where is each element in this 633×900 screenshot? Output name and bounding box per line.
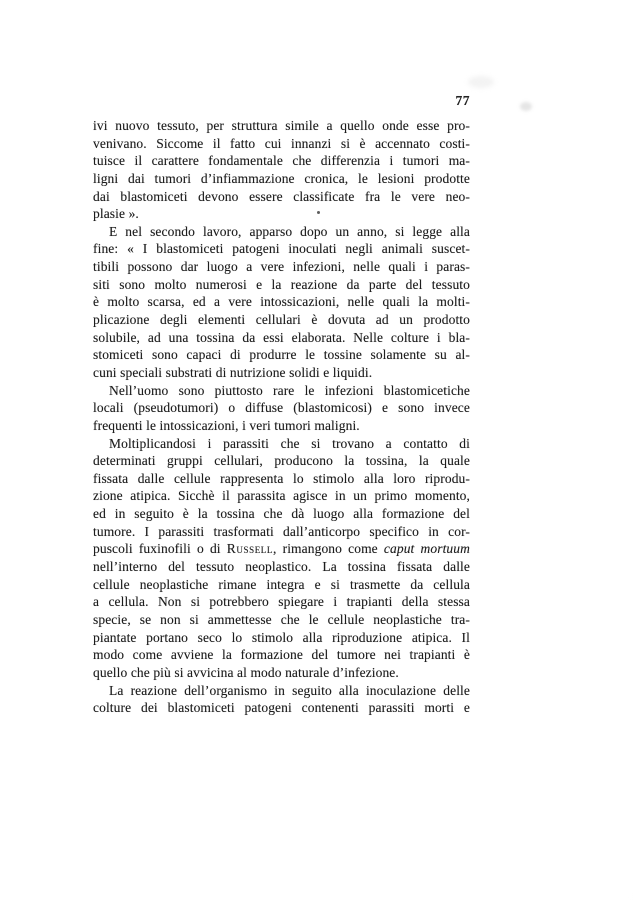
italic-text: caput mortuum [383, 541, 470, 557]
smallcaps-text: Russell [226, 541, 273, 557]
text-block [93, 117, 470, 717]
text-line: modo come avviene la formazione del tumore nei trapianti è [93, 647, 470, 663]
text-line: tuisce il carattere fondamentale che differenzia i tumori ma- [93, 153, 470, 169]
text-line: è molto scarsa, ed a vere intossicazioni, nelle quali la molti- [93, 294, 470, 310]
text-line: Nell’uomo sono piuttosto rare le infezioni blastomicetiche [109, 382, 470, 398]
text-line: Moltiplicandosi i parassiti che si trovano a contatto di [109, 435, 470, 451]
text-segment: puscoli fuxinofili o di [93, 541, 227, 557]
text-line: solubile, ad una tossina da essi elaborata. Nelle colture i bla- [93, 329, 470, 345]
text-line: stomiceti sono capaci di produrre le tossine solamente su al- [93, 347, 470, 363]
page-number: 77 [455, 93, 470, 108]
text-line: cuni speciali substrati di nutrizione solidi e liquidi. [93, 364, 373, 380]
text-line: quello che più si avvicina al modo naturale d’infezione. [93, 664, 399, 680]
text-line: tumore. I parassiti trasformati dall’anticorpo specifico in cor- [93, 523, 470, 539]
text-line: ligni dai tumori d’infiammazione cronica, le lesioni prodotte [93, 170, 470, 186]
text-line: ed in seguito è la tossina che dà luogo alla formazione del [93, 506, 470, 522]
text-line: piantate portano seco lo stimolo alla riproduzione atipica. Il [93, 629, 470, 645]
text-line: ivi nuovo tessuto, per struttura simile a quello onde esse pro- [93, 118, 470, 133]
text-line: La reazione dell’organismo in seguito alla inoculazione delle [109, 682, 470, 698]
text-line: fissata dalle cellule rappresenta lo stimolo alla loro riprodu- [93, 470, 470, 486]
text-line: locali (pseudotumori) o diffuse (blastomicosi) e sono invece [93, 400, 470, 416]
text-line: nell’interno del tessuto neoplastico. La tossina fissata dalle [93, 559, 470, 575]
text-line: plasie ». [93, 206, 139, 222]
text-line: fine: « I blastomiceti patogeni inoculati negli animali suscet- [93, 241, 470, 257]
text-line [93, 540, 470, 558]
text-line: specie, se non si ammettesse che le cellule neoplastiche tra- [93, 611, 470, 627]
ink-speck [317, 211, 320, 214]
text-line: E nel secondo lavoro, apparso dopo un anno, si legge alla [109, 223, 470, 239]
text-line: dai blastomiceti devono essere classificate fra le vere neo- [93, 188, 470, 204]
text-line: tibili possono dar luogo a vere infezioni, nelle quali i paras- [93, 259, 470, 275]
text-line: determinati gruppi cellulari, producono la tossina, la quale [93, 453, 470, 469]
ink-smudge [520, 102, 532, 111]
text-segment: , rimangono come [273, 541, 384, 557]
text-line: siti sono molto numerosi e la reazione da parte del tessuto [93, 276, 470, 292]
text-line: a cellula. Non si potrebbero spiegare i trapianti della stessa [93, 594, 470, 610]
text-line: frequenti le intossicazioni, i veri tumori maligni. [93, 417, 360, 433]
text-line: zione atipica. Sicchè il parassita agisce in un primo momento, [93, 488, 470, 504]
text-line: colture dei blastomiceti patogeni contenenti parassiti morti e [93, 700, 470, 716]
ink-smudge [468, 76, 494, 88]
text-line: venivano. Siccome il fatto cui innanzi si è accennato costi- [93, 135, 470, 151]
text-line: cellule neoplastiche rimane integra e si trasmette da cellula [93, 576, 470, 592]
text-line: plicazione degli elementi cellulari è dovuta ad un prodotto [93, 312, 470, 328]
